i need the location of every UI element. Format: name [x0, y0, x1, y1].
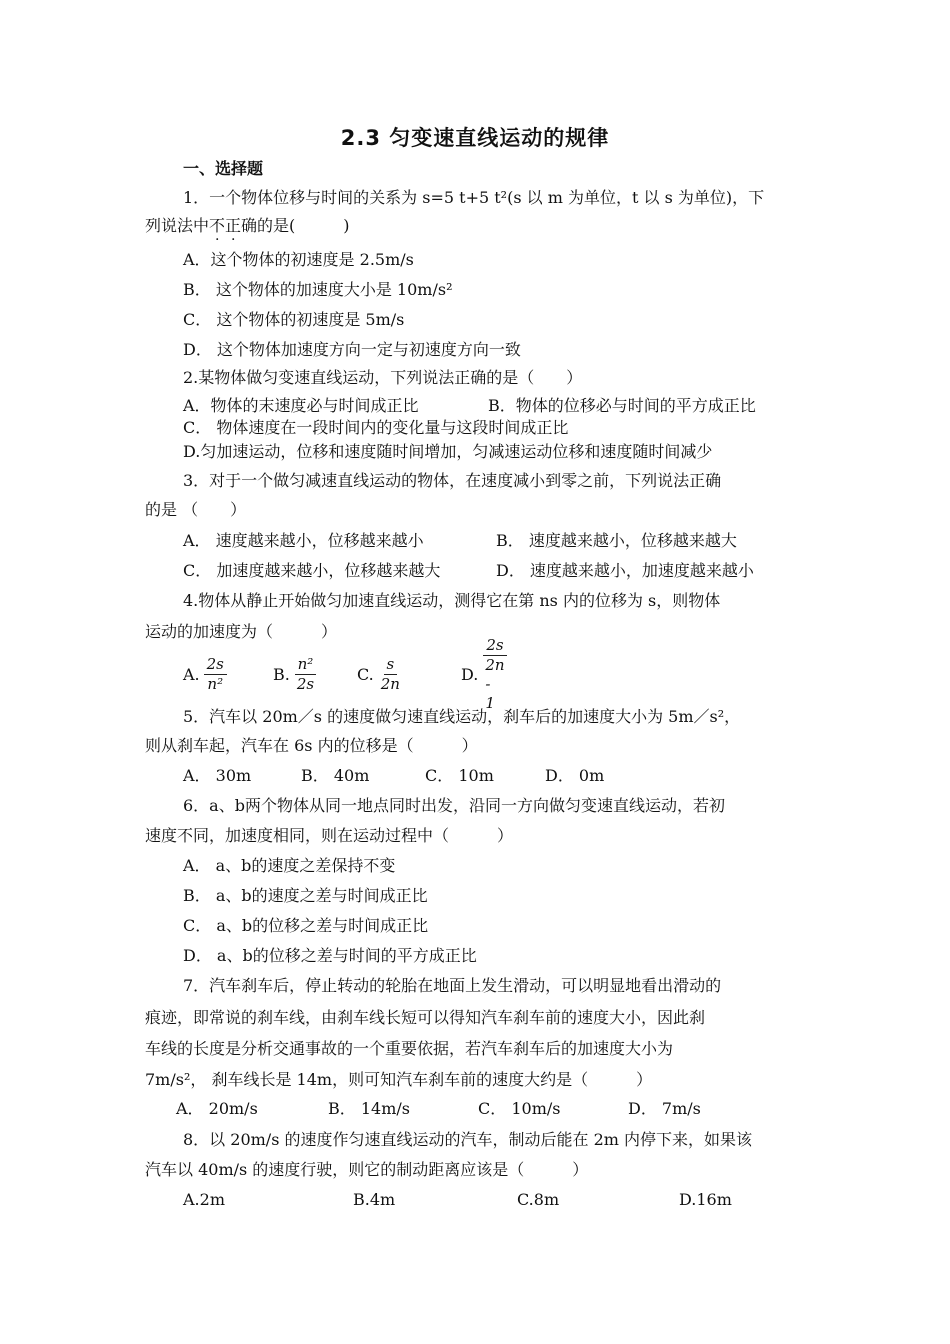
q4-option-c-numerator: s: [384, 655, 398, 675]
section-heading: 一、选择题: [183, 159, 264, 178]
q3-stem-line2: 的是 （ ）: [145, 500, 247, 519]
q6-stem-line1: 6．a、b两个物体从同一地点同时出发，沿同一方向做匀变速直线运动，若初: [183, 796, 725, 815]
q1-option-b: B． 这个物体的加速度大小是 10m/s²: [183, 280, 453, 299]
page-title: 2.3 匀变速直线运动的规律: [340, 126, 610, 150]
q4-option-b-denominator: 2s: [296, 674, 315, 693]
q6-stem-line2: 速度不同，加速度相同，则在运动过程中（ ）: [145, 826, 514, 845]
q1-stem-pre: 列说法中: [145, 216, 210, 235]
q8-option-c: C.8m: [517, 1190, 560, 1209]
q5-stem-line1: 5．汽车以 20m／s 的速度做匀速直线运动，刹车后的加速度大小为 5m／s²，: [183, 707, 741, 726]
q6-option-b: B． a、b的速度之差与时间成正比: [183, 886, 428, 905]
q7-option-a: A． 20m/s: [176, 1099, 258, 1118]
q2-option-b: B．物体的位移必与时间的平方成正比: [488, 396, 756, 415]
q1-stem-post: 确的是( ): [241, 216, 350, 235]
q8-stem-line2: 汽车以 40m/s 的速度行驶，则它的制动距离应该是（ ）: [145, 1160, 589, 1179]
q3-option-a: A． 速度越来越小，位移越来越小: [183, 531, 424, 550]
q2-stem: 2.某物体做匀变速直线运动，下列说法正确的是（ ）: [183, 368, 583, 387]
q7-stem-line4: 7m/s²， 刹车线长是 14m，则可知汽车刹车前的速度大约是（ ）: [145, 1070, 653, 1089]
q4-option-a-denominator: n²: [207, 674, 224, 693]
q4-option-d-label: D.: [461, 664, 479, 684]
q4-option-c-label: C.: [357, 664, 374, 684]
q4-option-a-fraction: [204, 655, 227, 694]
q7-option-d: D． 7m/s: [628, 1099, 701, 1118]
q6-option-a: A． a、b的速度之差保持不变: [183, 856, 396, 875]
q7-stem-line2: 痕迹，即常说的刹车线，由刹车线长短可以得知汽车刹车前的速度大小，因此刹: [145, 1008, 706, 1027]
q6-option-c: C． a、b的位移之差与时间成正比: [183, 916, 429, 935]
q7-stem-line3: 车线的长度是分析交通事故的一个重要依据，若汽车刹车后的加速度大小为: [145, 1039, 674, 1058]
q4-option-d-numerator: 2s: [483, 636, 506, 656]
q4-option-d: [461, 635, 508, 712]
q6-option-d: D． a、b的位移之差与时间的平方成正比: [183, 946, 477, 965]
q3-option-c: C． 加速度越来越小，位移越来越大: [183, 561, 441, 580]
q5-option-a: A． 30m: [183, 766, 252, 785]
q3-option-b: B． 速度越来越小，位移越来越大: [496, 531, 737, 550]
q2-option-c: C． 物体速度在一段时间内的变化量与这段时间成正比: [183, 418, 569, 437]
q7-option-c: C． 10m/s: [478, 1099, 561, 1118]
q1-stem-line1: 1．一个物体位移与时间的关系为 s=5 t+5 t²(s 以 m 为单位，t 以 s 为单位)，下: [183, 188, 765, 207]
q2-option-d: D.匀加速运动，位移和速度随时间增加，匀减速运动位移和速度随时间减少: [183, 442, 713, 461]
q2-option-a: A．物体的末速度必与时间成正比: [183, 396, 419, 415]
q4-stem-line2: 运动的加速度为（ ）: [145, 622, 338, 641]
q4-option-d-fraction: [482, 636, 507, 713]
q1-emphasis-correct: 正: [225, 216, 242, 235]
q5-option-c: C． 10m: [425, 766, 494, 785]
q3-option-d: D． 速度越来越小，加速度越来越小: [496, 561, 754, 580]
q5-stem-line2: 则从刹车起，汽车在 6s 内的位移是（ ）: [145, 736, 478, 755]
q1-stem-line2: [145, 216, 350, 236]
q1-option-d: D． 这个物体加速度方向一定与初速度方向一致: [183, 340, 521, 359]
q4-option-c-denominator: 2n: [380, 674, 400, 693]
q4-option-b-numerator: n²: [295, 655, 317, 675]
q8-option-a: A.2m: [183, 1190, 225, 1209]
q7-option-b: B． 14m/s: [328, 1099, 410, 1118]
q4-stem-line1: 4.物体从静止开始做匀加速直线运动，测得它在第 ns 内的位移为 s，则物体: [183, 591, 721, 610]
q5-option-b: B． 40m: [301, 766, 370, 785]
q1-emphasis-not: 不: [209, 216, 226, 235]
q4-option-b-label: B.: [273, 664, 290, 684]
q8-option-b: B.4m: [353, 1190, 396, 1209]
q4-option-c: [357, 651, 403, 697]
q4-option-a-numerator: 2s: [204, 655, 227, 675]
q4-option-a-label: A.: [183, 664, 200, 684]
q8-stem-line1: 8．以 20m/s 的速度作匀速直线运动的汽车，制动后能在 2m 内停下来，如果该: [183, 1130, 753, 1149]
q3-stem-line1: 3．对于一个做匀减速直线运动的物体，在速度减小到零之前，下列说法正确: [183, 471, 722, 490]
q8-option-d: D.16m: [679, 1190, 732, 1209]
q4-option-c-fraction: [378, 655, 403, 694]
q4-option-d-denominator: 2n - 1: [485, 655, 505, 712]
q4-option-b: [273, 651, 317, 697]
q1-option-a: A．这个物体的初速度是 2.5m/s: [183, 250, 414, 269]
q4-option-a: [183, 651, 227, 697]
q5-option-d: D． 0m: [545, 766, 605, 785]
q1-option-c: C． 这个物体的初速度是 5m/s: [183, 310, 405, 329]
q4-option-b-fraction: [294, 655, 317, 694]
q7-stem-line1: 7．汽车刹车后，停止转动的轮胎在地面上发生滑动，可以明显地看出滑动的: [183, 976, 722, 995]
